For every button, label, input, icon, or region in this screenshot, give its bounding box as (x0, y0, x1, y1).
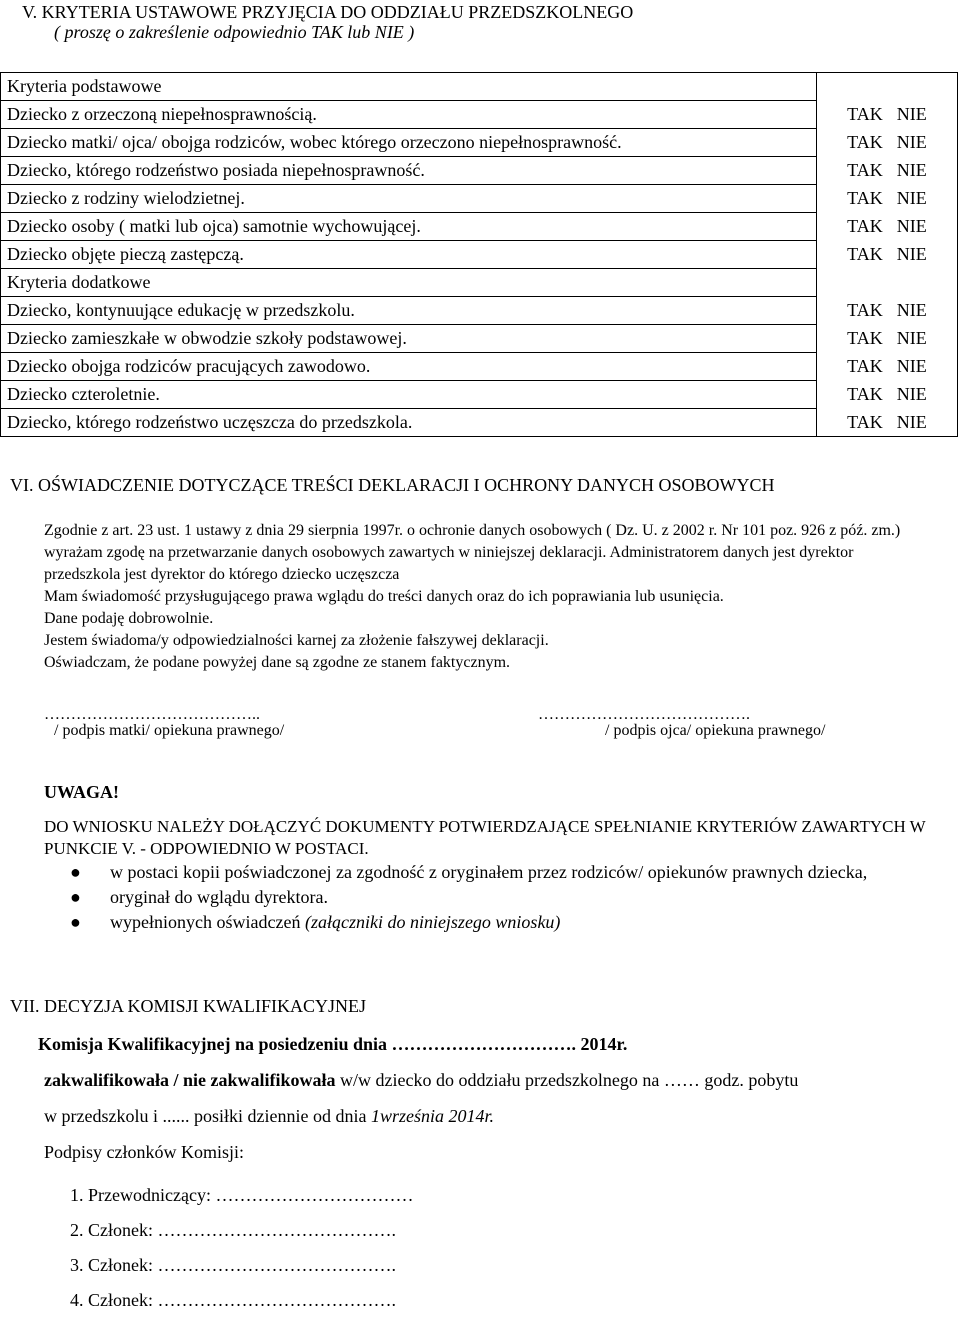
criteria-row (1, 353, 958, 381)
additional-criterion-text: Dziecko, którego rodzeństwo uczęszcza do przedszkola. (1, 409, 817, 437)
note-bullet-italic: (załączniki do niniejszego wniosku) (304, 912, 561, 932)
basic-criterion-text: Dziecko objęte pieczą zastępczą. (1, 241, 817, 269)
commission-members-list (70, 1178, 413, 1318)
yes-no-cell (816, 157, 957, 185)
note-bullet-item (64, 885, 944, 910)
yes-no-cell (816, 353, 957, 381)
yes-option[interactable]: TAK (847, 411, 883, 432)
no-option[interactable]: NIE (896, 104, 927, 124)
note-bullet-list (64, 860, 944, 935)
yes-option[interactable]: TAK (847, 132, 883, 152)
additional-criteria-header-empty (816, 269, 957, 297)
criteria-row (1, 381, 958, 409)
basic-criteria-header-label: Kryteria podstawowe (1, 73, 817, 101)
declaration-paragraph-2: Mam świadomość przysługującego prawa wglądu do treści danych oraz do ich poprawiania lub usunięcia. (44, 588, 724, 605)
yes-option[interactable]: TAK (847, 328, 883, 348)
criteria-row (1, 325, 958, 353)
start-date: 1września 2014r. (370, 1106, 494, 1126)
criteria-row (1, 241, 958, 269)
declaration-paragraph-3: Dane podaję dobrowolnie. (44, 610, 214, 627)
yes-option[interactable]: TAK (847, 244, 883, 264)
section-vii-heading: VII. DECYZJA KOMISJI KWALIFIKACYJNEJ (10, 996, 366, 1016)
yes-option[interactable]: TAK (847, 188, 883, 208)
basic-criterion-text: Dziecko z orzeczoną niepełnosprawnością. (1, 101, 817, 129)
no-option[interactable]: NIE (896, 132, 927, 152)
note-bullet-text: wypełnionych oświadczeń (110, 912, 305, 932)
additional-criteria-header-label: Kryteria dodatkowe (1, 269, 817, 297)
additional-criterion-text: Dziecko, kontynuujące edukację w przedszkolu. (1, 297, 817, 325)
yes-no-cell (816, 213, 957, 241)
section-v-heading: V. KRYTERIA USTAWOWE PRZYJĘCIA DO ODDZIAŁU PRZEDSZKOLNEGO (22, 2, 634, 22)
no-option[interactable]: NIE (896, 244, 927, 264)
additional-criteria-header (1, 269, 958, 297)
yes-no-cell (816, 325, 957, 353)
note-bullet-text: oryginał do wglądu dyrektora. (110, 887, 328, 907)
signature-caption-mother: / podpis matki/ opiekuna prawnego/ (54, 722, 285, 739)
signature-line-mother: ………………………………….. (44, 706, 260, 723)
meals-line (44, 1106, 494, 1127)
no-option[interactable]: NIE (896, 411, 927, 432)
declaration-paragraph-1: Zgodnie z art. 23 ust. 1 ustawy z dnia 29 sierpnia 1997r. o ochronie danych osobowych ( Dz. U. z 2002 r. Nr 101 poz. 926 z póź. zm.) wyrażam zgodę na przetwarzanie danych osobowych zawartych w niniejszej deklaracji. Administratorem danych jest dyrektor przedszkola jest dyrektor do którego dziecko uczęszcza (44, 522, 901, 583)
declaration-text (44, 520, 924, 674)
basic-criteria-header (1, 73, 958, 101)
criteria-row (1, 101, 958, 129)
yes-no-cell (816, 297, 957, 325)
qualification-choice: zakwalifikowała / nie zakwalifikowała (44, 1070, 336, 1090)
yes-no-cell (816, 409, 957, 437)
yes-option[interactable]: TAK (847, 160, 883, 180)
section-vi-heading: VI. OŚWIADCZENIE DOTYCZĄCE TREŚCI DEKLARACJI I OCHRONY DANYCH OSOBOWYCH (10, 475, 775, 495)
yes-no-cell (816, 129, 957, 157)
yes-option[interactable]: TAK (847, 216, 883, 236)
additional-criterion-text: Dziecko czteroletnie. (1, 381, 817, 409)
basic-criteria-header-empty (816, 73, 957, 101)
note-text: DO WNIOSKU NALEŻY DOŁĄCZYĆ DOKUMENTY POTWIERDZAJĄCE SPEŁNIANIE KRYTERIÓW ZAWARTYCH W PUNKCIE V. - ODPOWIEDNIO W POSTACI. (44, 817, 926, 858)
no-option[interactable]: NIE (896, 384, 927, 404)
commission-member-2: 2. Członek: …………………………………. (70, 1220, 396, 1240)
criteria-row (1, 213, 958, 241)
yes-option[interactable]: TAK (847, 384, 883, 404)
criteria-table (0, 72, 958, 437)
declaration-paragraph-4: Jestem świadoma/y odpowiedzialności karnej za złożenie fałszywej deklaracji. (44, 632, 549, 649)
additional-criterion-text: Dziecko zamieszkałe w obwodzie szkoły podstawowej. (1, 325, 817, 353)
qualification-detail: w/w dziecko do oddziału przedszkolnego na …… godz. pobytu (335, 1070, 799, 1090)
no-option[interactable]: NIE (896, 216, 927, 236)
commission-member-chair: 1. Przewodniczący: …………………………… (70, 1185, 414, 1205)
yes-option[interactable]: TAK (847, 104, 883, 124)
yes-no-cell (816, 101, 957, 129)
basic-criterion-text: Dziecko z rodziny wielodzietnej. (1, 185, 817, 213)
basic-criterion-text: Dziecko matki/ ojca/ obojga rodziców, wobec którego orzeczono niepełnosprawność. (1, 129, 817, 157)
criteria-row (1, 409, 958, 437)
yes-option[interactable]: TAK (847, 356, 883, 376)
criteria-row (1, 185, 958, 213)
note-bullet-text: w postaci kopii poświadczonej za zgodność z oryginałem przez rodziców/ opiekunów prawnych dziecka, (110, 862, 868, 882)
declaration-paragraph-5: Oświadczam, że podane powyżej dane są zgodne ze stanem faktycznym. (44, 654, 511, 671)
yes-no-cell (816, 381, 957, 409)
basic-criterion-text: Dziecko, którego rodzeństwo posiada niepełnosprawność. (1, 157, 817, 185)
no-option[interactable]: NIE (896, 356, 927, 376)
criteria-row (1, 129, 958, 157)
basic-criterion-text: Dziecko osoby ( matki lub ojca) samotnie wychowującej. (1, 213, 817, 241)
no-option[interactable]: NIE (896, 188, 927, 208)
commission-signatures-label: Podpisy członków Komisji: (44, 1142, 245, 1162)
note-bullet-item (64, 860, 944, 885)
criteria-row (1, 157, 958, 185)
bullet-icon: ● (70, 887, 81, 907)
meals-text: w przedszkolu i ...... posiłki dziennie od dnia (44, 1106, 371, 1126)
additional-criterion-text: Dziecko obojga rodziców pracujących zawodowo. (1, 353, 817, 381)
signature-caption-father: / podpis ojca/ opiekuna prawnego/ (605, 722, 826, 739)
bullet-icon: ● (70, 862, 81, 882)
commission-member-4: 4. Członek: …………………………………. (70, 1290, 396, 1310)
note-bullet-item (64, 910, 944, 935)
no-option[interactable]: NIE (896, 300, 927, 320)
no-option[interactable]: NIE (896, 160, 927, 180)
criteria-row (1, 297, 958, 325)
section-v-subheading: ( proszę o zakreślenie odpowiednio TAK lub NIE ) (54, 22, 415, 42)
yes-no-cell (816, 185, 957, 213)
yes-option[interactable]: TAK (847, 300, 883, 320)
commission-meeting-line: Komisja Kwalifikacyjnej na posiedzeniu dnia …………………………. 2014r. (38, 1034, 628, 1054)
yes-no-cell (816, 241, 957, 269)
signature-line-father: …………………………………. (538, 706, 750, 723)
qualification-line (44, 1070, 798, 1091)
note-title: UWAGA! (44, 782, 119, 802)
no-option[interactable]: NIE (896, 328, 927, 348)
bullet-icon: ● (70, 912, 81, 932)
commission-member-3: 3. Członek: …………………………………. (70, 1255, 396, 1275)
